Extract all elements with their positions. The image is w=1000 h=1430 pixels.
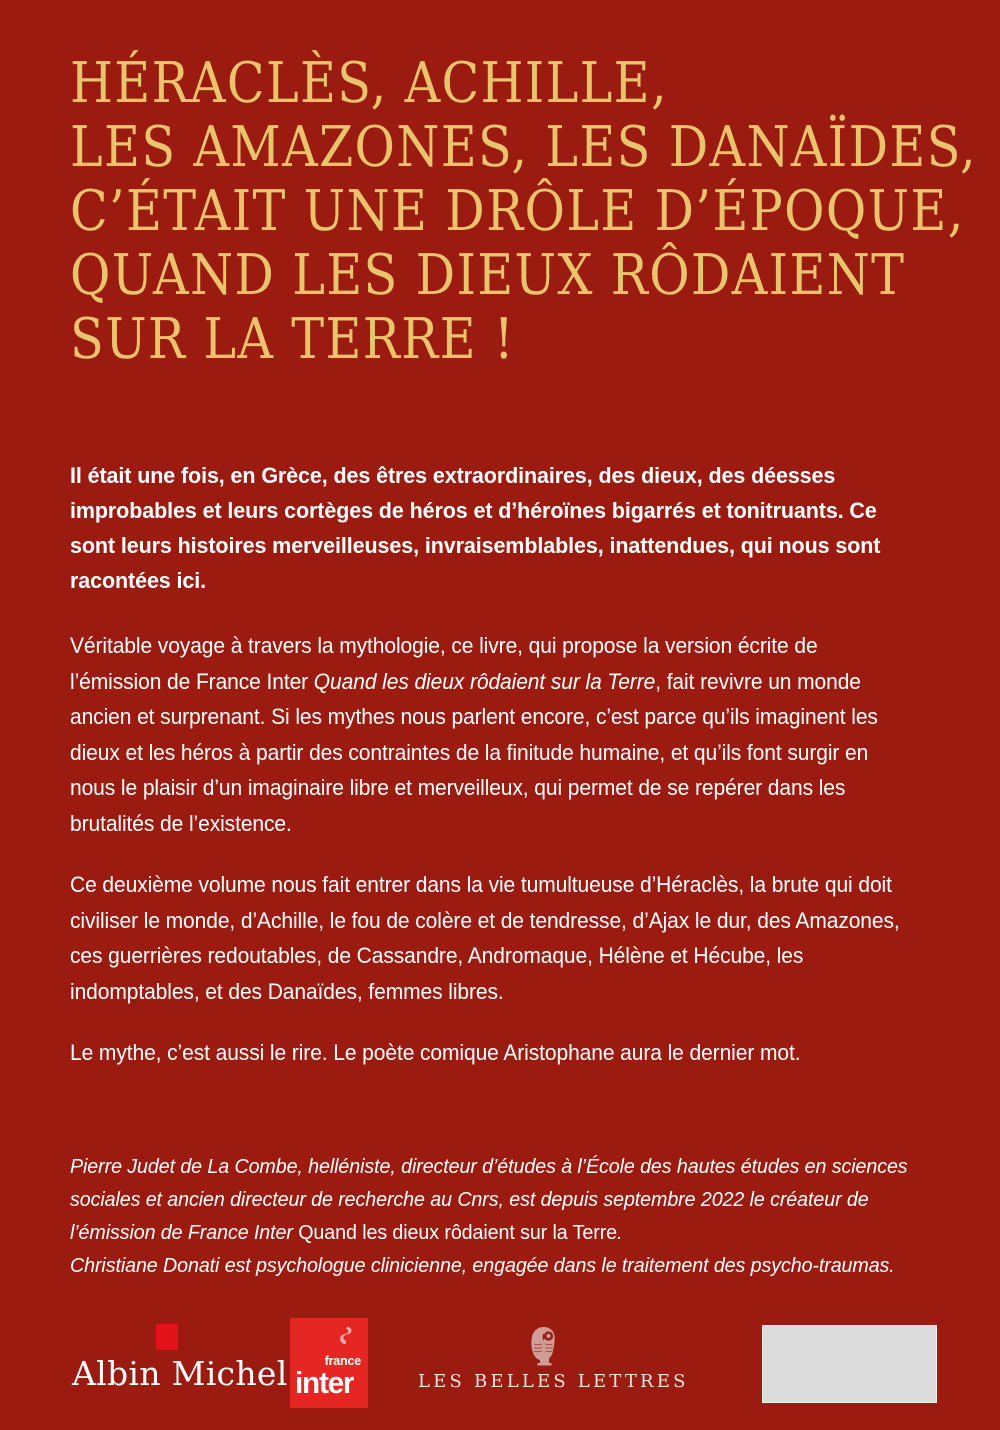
title-line-3: C’ÉTAIT UNE DRÔLE D’ÉPOQUE, xyxy=(70,179,965,244)
albin-michel-wordmark: Albin Michel xyxy=(72,1354,288,1393)
radio-france-glyph-icon xyxy=(333,1324,359,1354)
show-title-italic: Quand les dieux rôdaient sur la Terre xyxy=(313,668,656,694)
author-bio xyxy=(70,1150,915,1282)
logo-albin-michel xyxy=(72,1324,288,1393)
logo-belles-lettres xyxy=(418,1324,689,1392)
owl-icon xyxy=(523,1324,563,1370)
blurb-paragraph-1 xyxy=(70,628,901,841)
blurb-lede: Il était une fois, en Grèce, des êtres extraordinaires, des dieux, des déesses improbables et leurs cortèges de héros et d’héroïnes bigarrés et tonitruants. Ce sont leurs histoires merveilleuses, invraisemblables, inattendues, qui nous sont racontées ici. xyxy=(70,463,881,593)
france-inter-top-word: france xyxy=(324,1354,361,1368)
bio-paragraph-1 xyxy=(70,1150,915,1249)
paragraph-1-after: , fait revivre un monde ancien et surprenant. Si les mythes nous parlent encore, c’est parce qu’ils imaginent les dieux et les héros à partir des contraintes de la finitude humaine, et qu’ils font surgir en nous le plaisir d’un imaginaire libre et merveilleux, qui permet de se repérer dans les brutalités de l’existence. xyxy=(70,668,878,836)
title-line-2: LES AMAZONES, LES DANAÏDES, xyxy=(70,115,978,180)
blurb-text xyxy=(70,458,940,1071)
bio-show-title-roman: Quand les dieux rôdaient sur la Terre xyxy=(298,1221,618,1244)
page-title xyxy=(70,51,978,372)
bio-part-1: Pierre Judet de La Combe, helléniste, directeur d’études à l’École des hautes études en sciences sociales et ancien directeur de recherche au Cnrs, est depuis septembre 2022 le créateur de l’émission de France Inter xyxy=(70,1155,908,1244)
blurb-paragraph-3: Le mythe, c’est aussi le rire. Le poète comique Aristophane aura le dernier mot. xyxy=(70,1040,801,1065)
logo-france-inter xyxy=(290,1318,368,1408)
bio-paragraph-2: Christiane Donati est psychologue clinicienne, engagée dans le traitement des psycho-traumas. xyxy=(70,1254,895,1277)
blurb-paragraph-2: Ce deuxième volume nous fait entrer dans la vie tumultueuse d’Héraclès, la brute qui doit civiliser le monde, d’Achille, le fou de colère et de tendresse, d’Ajax le dur, des Amazones, ces guerrières redoutables, de Cassandre, Andromaque, Hélène et Hécube, les indomptables, et des Danaïdes, femmes libres. xyxy=(70,872,900,1004)
barcode-placeholder xyxy=(762,1325,937,1403)
albin-michel-square-icon xyxy=(156,1324,178,1350)
title-line-4: QUAND LES DIEUX RÔDAIENT xyxy=(70,243,906,308)
paragraph-1-before: Véritable voyage à travers la mythologie, ce livre, qui propose la version écrite de l’émission de France Inter xyxy=(70,633,818,694)
title-line-1: HÉRACLÈS, ACHILLE, xyxy=(70,51,668,116)
bio-part-2: . xyxy=(617,1221,623,1244)
france-inter-main-word: inter xyxy=(295,1365,354,1400)
publisher-logo-row xyxy=(70,1316,950,1416)
belles-lettres-wordmark: LES BELLES LETTRES xyxy=(418,1371,689,1392)
title-line-5: SUR LA TERRE ! xyxy=(70,307,516,372)
